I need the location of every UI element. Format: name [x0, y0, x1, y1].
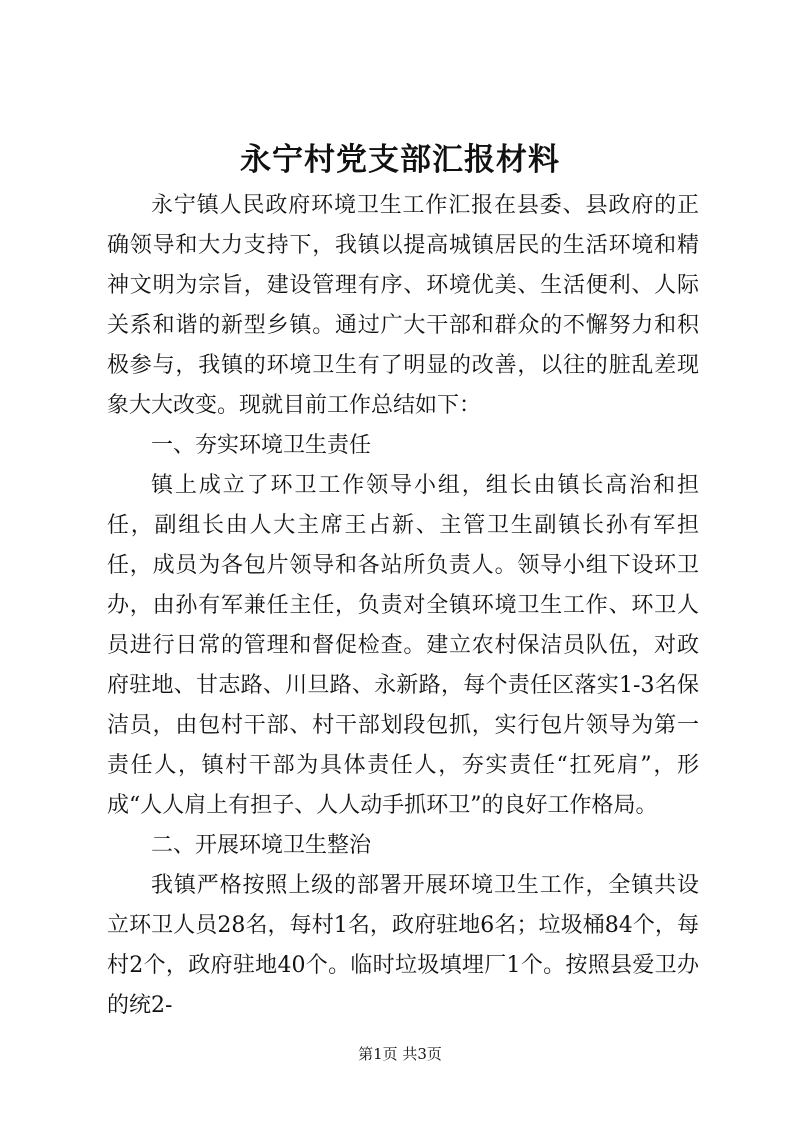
- section-2-paragraph: 我镇严格按照上级的部署开展环境卫生工作，全镇共设立环卫人员28名，每村1名，政府驻地6名；垃圾桶84个，每村2个，政府驻地40个。临时垃圾填埋厂1个。按照县爱卫办的统2-: [107, 873, 699, 1018]
- section-1-paragraph: 镇上成立了环卫工作领导小组，组长由镇长高治和担任，副组长由人大主席王占新、主管卫生副镇长孙有军担任，成员为各包片领导和各站所负责人。领导小组下设环卫办，由孙有军兼任主任，负责对全镇环境卫生工作、环卫人员进行日常的管理和督促检查。建立农村保洁员队伍，对政府驻地、甘志路、川旦路、永新路，每个责任区落实1-3名保洁员，由包村干部、村干部划段包抓，实行包片领导为第一责任人，镇村干部为具体责任人，夯实责任“扛死肩”，形成“人人肩上有担子、人人动手抓环卫”的良好工作格局。: [107, 473, 699, 818]
- section-heading-1: 一、夯实环境卫生责任: [151, 433, 372, 458]
- document-title: 永宁村党支部汇报材料: [240, 142, 560, 178]
- intro-paragraph: 永宁镇人民政府环境卫生工作汇报在县委、县政府的正确领导和大力支持下，我镇以提高城镇居民的生活环境和精神文明为宗旨，建设管理有序、环境优美、生活便利、人际关系和谐的新型乡镇。通过广大干部和群众的不懈努力和积极参与，我镇的环境卫生有了明显的改善，以往的脏乱差现象大大改变。现就目前工作总结如下：: [107, 193, 699, 418]
- section-heading-2: 二、开展环境卫生整治: [151, 833, 372, 858]
- document-body: [107, 186, 699, 1026]
- page-footer: 第1页 共3页: [358, 1045, 442, 1063]
